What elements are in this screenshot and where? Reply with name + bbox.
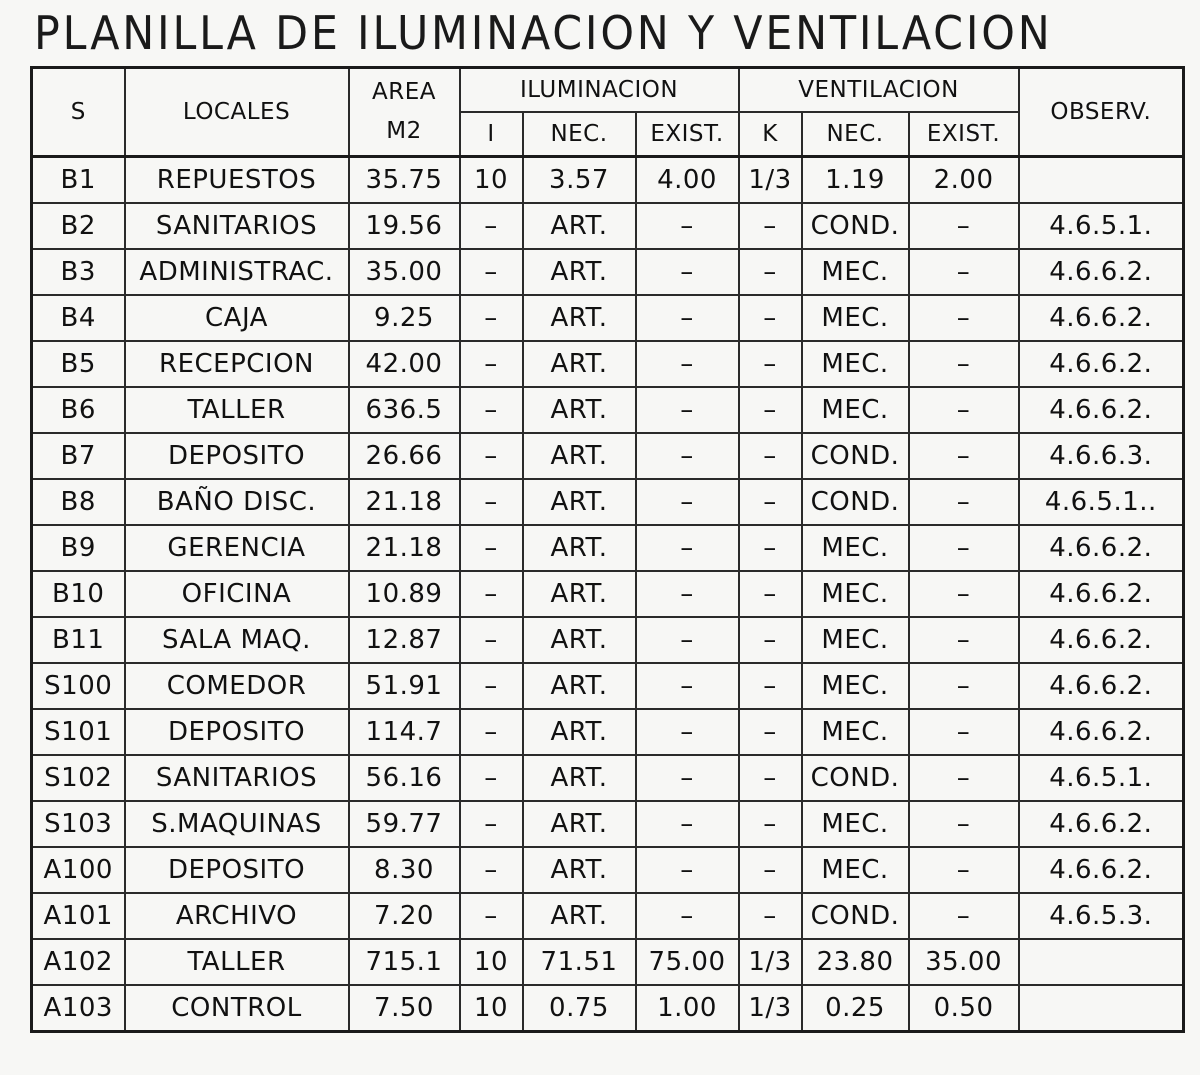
cell-ilum-exist: – — [636, 203, 739, 249]
cell-ilum-nec: ART. — [523, 847, 636, 893]
cell-s: B10 — [32, 571, 125, 617]
cell-vent-k: 1/3 — [739, 985, 802, 1032]
cell-vent-nec: 0.25 — [802, 985, 909, 1032]
cell-vent-nec: COND. — [802, 755, 909, 801]
cell-ilum-i: – — [460, 801, 523, 847]
header-s: S — [32, 68, 125, 157]
cell-s: B2 — [32, 203, 125, 249]
cell-local: DEPOSITO — [125, 847, 349, 893]
cell-ilum-i: – — [460, 755, 523, 801]
cell-ilum-exist: – — [636, 847, 739, 893]
table-row — [32, 571, 1184, 617]
cell-observ: 4.6.5.3. — [1019, 893, 1184, 939]
cell-observ: 4.6.6.2. — [1019, 847, 1184, 893]
cell-vent-k: – — [739, 387, 802, 433]
cell-vent-nec: MEC. — [802, 847, 909, 893]
cell-area: 35.00 — [349, 249, 460, 295]
cell-observ — [1019, 985, 1184, 1032]
cell-vent-k: – — [739, 617, 802, 663]
cell-ilum-i: – — [460, 617, 523, 663]
cell-ilum-nec: ART. — [523, 709, 636, 755]
cell-ilum-i: – — [460, 893, 523, 939]
cell-local: SANITARIOS — [125, 203, 349, 249]
cell-vent-nec: COND. — [802, 433, 909, 479]
cell-vent-nec: MEC. — [802, 617, 909, 663]
cell-ilum-exist: – — [636, 479, 739, 525]
header-vent-k: K — [739, 112, 802, 157]
cell-observ — [1019, 939, 1184, 985]
cell-s: S101 — [32, 709, 125, 755]
cell-ilum-nec: ART. — [523, 893, 636, 939]
cell-vent-nec: COND. — [802, 893, 909, 939]
cell-s: S100 — [32, 663, 125, 709]
table-row — [32, 479, 1184, 525]
table-row — [32, 617, 1184, 663]
cell-ilum-i: 10 — [460, 157, 523, 204]
cell-ilum-exist: 4.00 — [636, 157, 739, 204]
table-row — [32, 709, 1184, 755]
cell-vent-k: – — [739, 893, 802, 939]
cell-ilum-i: – — [460, 663, 523, 709]
cell-ilum-exist: 75.00 — [636, 939, 739, 985]
cell-vent-exist: – — [909, 709, 1019, 755]
cell-ilum-i: 10 — [460, 985, 523, 1032]
table-row — [32, 387, 1184, 433]
cell-s: B8 — [32, 479, 125, 525]
cell-vent-exist: – — [909, 801, 1019, 847]
cell-s: A102 — [32, 939, 125, 985]
cell-ilum-nec: ART. — [523, 295, 636, 341]
cell-observ: 4.6.6.2. — [1019, 617, 1184, 663]
cell-area: 7.50 — [349, 985, 460, 1032]
cell-vent-k: – — [739, 249, 802, 295]
header-area-line1: AREA — [372, 79, 436, 105]
cell-s: A100 — [32, 847, 125, 893]
table-row — [32, 203, 1184, 249]
cell-s: S103 — [32, 801, 125, 847]
cell-s: B4 — [32, 295, 125, 341]
cell-s: B7 — [32, 433, 125, 479]
cell-area: 8.30 — [349, 847, 460, 893]
cell-observ: 4.6.5.1. — [1019, 203, 1184, 249]
cell-vent-k: – — [739, 847, 802, 893]
cell-vent-nec: MEC. — [802, 663, 909, 709]
header-locales: LOCALES — [125, 68, 349, 157]
table-row — [32, 939, 1184, 985]
cell-vent-nec: COND. — [802, 479, 909, 525]
cell-observ: 4.6.6.2. — [1019, 571, 1184, 617]
cell-area: 21.18 — [349, 525, 460, 571]
cell-observ: 4.6.6.2. — [1019, 801, 1184, 847]
cell-ilum-nec: ART. — [523, 479, 636, 525]
table-row — [32, 341, 1184, 387]
cell-local: RECEPCION — [125, 341, 349, 387]
page-title: PLANILLA DE ILUMINACION Y VENTILACION — [34, 6, 1053, 60]
cell-vent-exist: – — [909, 203, 1019, 249]
cell-local: GERENCIA — [125, 525, 349, 571]
cell-ilum-exist: – — [636, 571, 739, 617]
cell-ilum-exist: 1.00 — [636, 985, 739, 1032]
cell-area: 51.91 — [349, 663, 460, 709]
cell-ilum-nec: 3.57 — [523, 157, 636, 204]
cell-vent-k: – — [739, 709, 802, 755]
cell-vent-nec: MEC. — [802, 571, 909, 617]
cell-local: S.MAQUINAS — [125, 801, 349, 847]
cell-local: REPUESTOS — [125, 157, 349, 204]
cell-vent-nec: MEC. — [802, 525, 909, 571]
cell-ilum-i: – — [460, 525, 523, 571]
cell-ilum-exist: – — [636, 617, 739, 663]
cell-s: B1 — [32, 157, 125, 204]
cell-ilum-nec: ART. — [523, 203, 636, 249]
cell-local: TALLER — [125, 939, 349, 985]
cell-ilum-exist: – — [636, 433, 739, 479]
header-ilum-nec: NEC. — [523, 112, 636, 157]
cell-ilum-exist: – — [636, 893, 739, 939]
cell-vent-exist: – — [909, 479, 1019, 525]
cell-observ — [1019, 157, 1184, 204]
header-ilum-exist: EXIST. — [636, 112, 739, 157]
cell-observ: 4.6.6.2. — [1019, 525, 1184, 571]
header-observ: OBSERV. — [1019, 68, 1184, 157]
cell-area: 56.16 — [349, 755, 460, 801]
cell-observ: 4.6.6.2. — [1019, 387, 1184, 433]
cell-ilum-nec: ART. — [523, 571, 636, 617]
cell-area: 59.77 — [349, 801, 460, 847]
cell-ilum-i: – — [460, 433, 523, 479]
cell-ilum-exist: – — [636, 709, 739, 755]
cell-ilum-i: – — [460, 479, 523, 525]
table-row — [32, 663, 1184, 709]
cell-ilum-nec: ART. — [523, 433, 636, 479]
cell-observ: 4.6.6.2. — [1019, 709, 1184, 755]
cell-observ: 4.6.5.1. — [1019, 755, 1184, 801]
cell-s: A103 — [32, 985, 125, 1032]
cell-vent-k: – — [739, 341, 802, 387]
cell-vent-exist: 0.50 — [909, 985, 1019, 1032]
cell-observ: 4.6.6.2. — [1019, 249, 1184, 295]
cell-vent-nec: 23.80 — [802, 939, 909, 985]
cell-vent-nec: MEC. — [802, 249, 909, 295]
cell-observ: 4.6.6.2. — [1019, 341, 1184, 387]
table-row — [32, 847, 1184, 893]
cell-local: DEPOSITO — [125, 433, 349, 479]
cell-vent-nec: 1.19 — [802, 157, 909, 204]
cell-vent-k: – — [739, 525, 802, 571]
cell-local: TALLER — [125, 387, 349, 433]
cell-vent-k: – — [739, 433, 802, 479]
cell-vent-exist: – — [909, 893, 1019, 939]
cell-s: S102 — [32, 755, 125, 801]
cell-ilum-exist: – — [636, 755, 739, 801]
cell-vent-exist: – — [909, 387, 1019, 433]
table-row — [32, 801, 1184, 847]
cell-vent-exist: – — [909, 663, 1019, 709]
cell-vent-exist: 35.00 — [909, 939, 1019, 985]
cell-area: 42.00 — [349, 341, 460, 387]
cell-s: B5 — [32, 341, 125, 387]
cell-observ: 4.6.5.1.. — [1019, 479, 1184, 525]
table-row — [32, 295, 1184, 341]
cell-ilum-i: – — [460, 203, 523, 249]
cell-vent-exist: – — [909, 525, 1019, 571]
cell-ilum-exist: – — [636, 249, 739, 295]
cell-vent-nec: MEC. — [802, 295, 909, 341]
cell-ilum-nec: ART. — [523, 663, 636, 709]
cell-vent-nec: MEC. — [802, 709, 909, 755]
cell-ilum-i: – — [460, 709, 523, 755]
cell-vent-exist: 2.00 — [909, 157, 1019, 204]
cell-ilum-exist: – — [636, 663, 739, 709]
cell-vent-nec: MEC. — [802, 341, 909, 387]
cell-area: 26.66 — [349, 433, 460, 479]
cell-ilum-nec: ART. — [523, 525, 636, 571]
cell-vent-nec: COND. — [802, 203, 909, 249]
cell-vent-exist: – — [909, 847, 1019, 893]
header-area-line2: M2 — [386, 118, 422, 144]
cell-vent-k: – — [739, 801, 802, 847]
cell-ilum-i: – — [460, 847, 523, 893]
cell-observ: 4.6.6.2. — [1019, 663, 1184, 709]
cell-area: 21.18 — [349, 479, 460, 525]
cell-area: 7.20 — [349, 893, 460, 939]
header-vent-exist: EXIST. — [909, 112, 1019, 157]
cell-ilum-i: 10 — [460, 939, 523, 985]
cell-observ: 4.6.6.3. — [1019, 433, 1184, 479]
cell-observ: 4.6.6.2. — [1019, 295, 1184, 341]
cell-ilum-i: – — [460, 249, 523, 295]
cell-vent-k: – — [739, 479, 802, 525]
table-row — [32, 157, 1184, 204]
cell-vent-k: – — [739, 295, 802, 341]
cell-vent-exist: – — [909, 249, 1019, 295]
header-area — [349, 68, 460, 157]
cell-area: 12.87 — [349, 617, 460, 663]
header-vent-nec: NEC. — [802, 112, 909, 157]
cell-ilum-exist: – — [636, 295, 739, 341]
cell-ilum-nec: 71.51 — [523, 939, 636, 985]
cell-local: SALA MAQ. — [125, 617, 349, 663]
table-row — [32, 249, 1184, 295]
cell-local: CONTROL — [125, 985, 349, 1032]
cell-ilum-nec: ART. — [523, 801, 636, 847]
cell-s: B3 — [32, 249, 125, 295]
cell-area: 715.1 — [349, 939, 460, 985]
cell-s: B6 — [32, 387, 125, 433]
cell-ilum-nec: ART. — [523, 387, 636, 433]
header-ilum-i: I — [460, 112, 523, 157]
cell-area: 10.89 — [349, 571, 460, 617]
header-ventilacion: VENTILACION — [739, 68, 1019, 113]
cell-vent-nec: MEC. — [802, 801, 909, 847]
header-iluminacion: ILUMINACION — [460, 68, 739, 113]
cell-local: COMEDOR — [125, 663, 349, 709]
cell-vent-k: 1/3 — [739, 939, 802, 985]
lighting-ventilation-table — [30, 66, 1185, 1033]
cell-area: 114.7 — [349, 709, 460, 755]
cell-vent-exist: – — [909, 755, 1019, 801]
cell-vent-k: – — [739, 571, 802, 617]
cell-ilum-i: – — [460, 295, 523, 341]
table-row — [32, 985, 1184, 1032]
cell-local: SANITARIOS — [125, 755, 349, 801]
cell-vent-exist: – — [909, 295, 1019, 341]
cell-ilum-exist: – — [636, 801, 739, 847]
cell-ilum-nec: ART. — [523, 341, 636, 387]
cell-ilum-nec: ART. — [523, 617, 636, 663]
cell-ilum-nec: ART. — [523, 249, 636, 295]
table-body — [32, 157, 1184, 1032]
cell-ilum-exist: – — [636, 525, 739, 571]
cell-ilum-exist: – — [636, 387, 739, 433]
cell-vent-nec: MEC. — [802, 387, 909, 433]
cell-s: B11 — [32, 617, 125, 663]
cell-vent-k: – — [739, 663, 802, 709]
cell-vent-k: 1/3 — [739, 157, 802, 204]
cell-vent-k: – — [739, 755, 802, 801]
cell-local: OFICINA — [125, 571, 349, 617]
cell-ilum-i: – — [460, 571, 523, 617]
cell-s: B9 — [32, 525, 125, 571]
cell-vent-exist: – — [909, 571, 1019, 617]
table-row — [32, 525, 1184, 571]
cell-area: 19.56 — [349, 203, 460, 249]
cell-ilum-nec: 0.75 — [523, 985, 636, 1032]
cell-vent-exist: – — [909, 433, 1019, 479]
cell-s: A101 — [32, 893, 125, 939]
table-row — [32, 755, 1184, 801]
cell-vent-k: – — [739, 203, 802, 249]
cell-ilum-nec: ART. — [523, 755, 636, 801]
cell-area: 35.75 — [349, 157, 460, 204]
cell-ilum-i: – — [460, 387, 523, 433]
cell-vent-exist: – — [909, 341, 1019, 387]
table-row — [32, 893, 1184, 939]
cell-local: CAJA — [125, 295, 349, 341]
cell-local: ARCHIVO — [125, 893, 349, 939]
cell-area: 636.5 — [349, 387, 460, 433]
table-row — [32, 433, 1184, 479]
cell-ilum-exist: – — [636, 341, 739, 387]
cell-local: DEPOSITO — [125, 709, 349, 755]
cell-vent-exist: – — [909, 617, 1019, 663]
cell-local: BAÑO DISC. — [125, 479, 349, 525]
cell-ilum-i: – — [460, 341, 523, 387]
cell-local: ADMINISTRAC. — [125, 249, 349, 295]
cell-area: 9.25 — [349, 295, 460, 341]
